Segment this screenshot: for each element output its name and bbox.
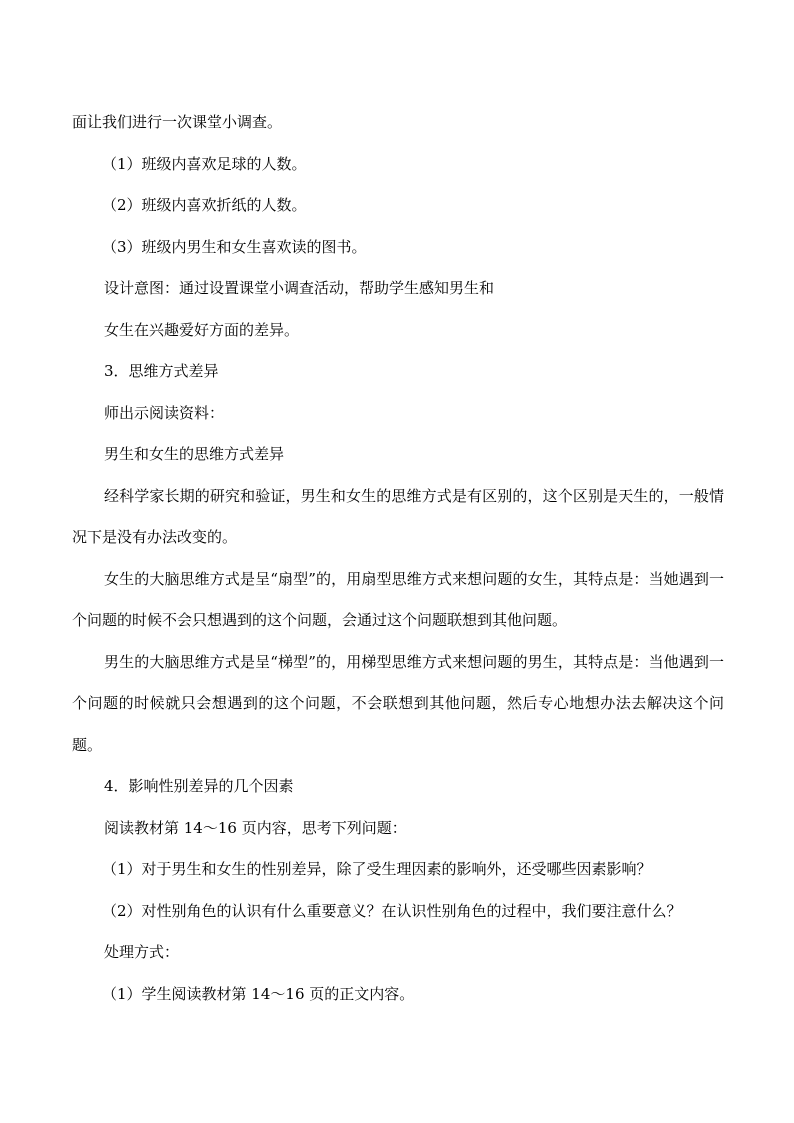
section-heading-factors: 4．影响性别差异的几个因素 xyxy=(104,777,294,795)
paragraph-boys-thinking: 男生的大脑思维方式是呈“梯型”的，用梯型思维方式来想问题的男生，其特点是：当他遇到一个问题的时候就只会想遇到的这个问题，不会联想到其他问题，然后专心地想办法去解决这个问题。 xyxy=(72,652,724,754)
processing-method: 处理方式： xyxy=(104,943,180,961)
teacher-reading-material: 师出示阅读资料： xyxy=(104,403,225,422)
paragraph-survey-intro: 面让我们进行一次课堂小调查。 xyxy=(72,113,283,131)
reading-instruction: 阅读教材第 14～16 页内容，思考下列问题： xyxy=(104,818,407,837)
question-1: （1）对于男生和女生的性别差异，除了受生理因素的影响外，还受哪些因素影响？ xyxy=(102,860,652,878)
design-intent-line-2: 女生在兴趣爱好方面的差异。 xyxy=(104,320,300,339)
design-intent-line-1: 设计意图：通过设置课堂小调查活动，帮助学生感知男生和 xyxy=(104,279,495,297)
survey-item-3: （3）班级内男生和女生喜欢读的图书。 xyxy=(102,237,367,256)
document-body xyxy=(72,102,724,1015)
question-2: （2）对性别角色的认识有什么重要意义？在认识性别角色的过程中，我们要注意什么？ xyxy=(102,901,682,920)
processing-step-1: （1）学生阅读教材第 14～16 页的正文内容。 xyxy=(102,984,415,1003)
section-heading-thinking: 3．思维方式差异 xyxy=(104,362,219,380)
paragraph-girls-thinking: 女生的大脑思维方式是呈“扇型”的，用扇型思维方式来想问题的女生，其特点是：当她遇到一个问题的时候不会只想遇到的这个问题，会通过这个问题联想到其他问题。 xyxy=(72,569,724,629)
survey-item-2: （2）班级内喜欢折纸的人数。 xyxy=(102,196,307,214)
reading-title: 男生和女生的思维方式差异 xyxy=(104,445,285,463)
paragraph-scientists: 经科学家长期的研究和验证，男生和女生的思维方式是有区别的，这个区别是天生的，一般情况下是没有办法改变的。 xyxy=(72,486,724,546)
survey-item-1: （1）班级内喜欢足球的人数。 xyxy=(102,154,307,173)
